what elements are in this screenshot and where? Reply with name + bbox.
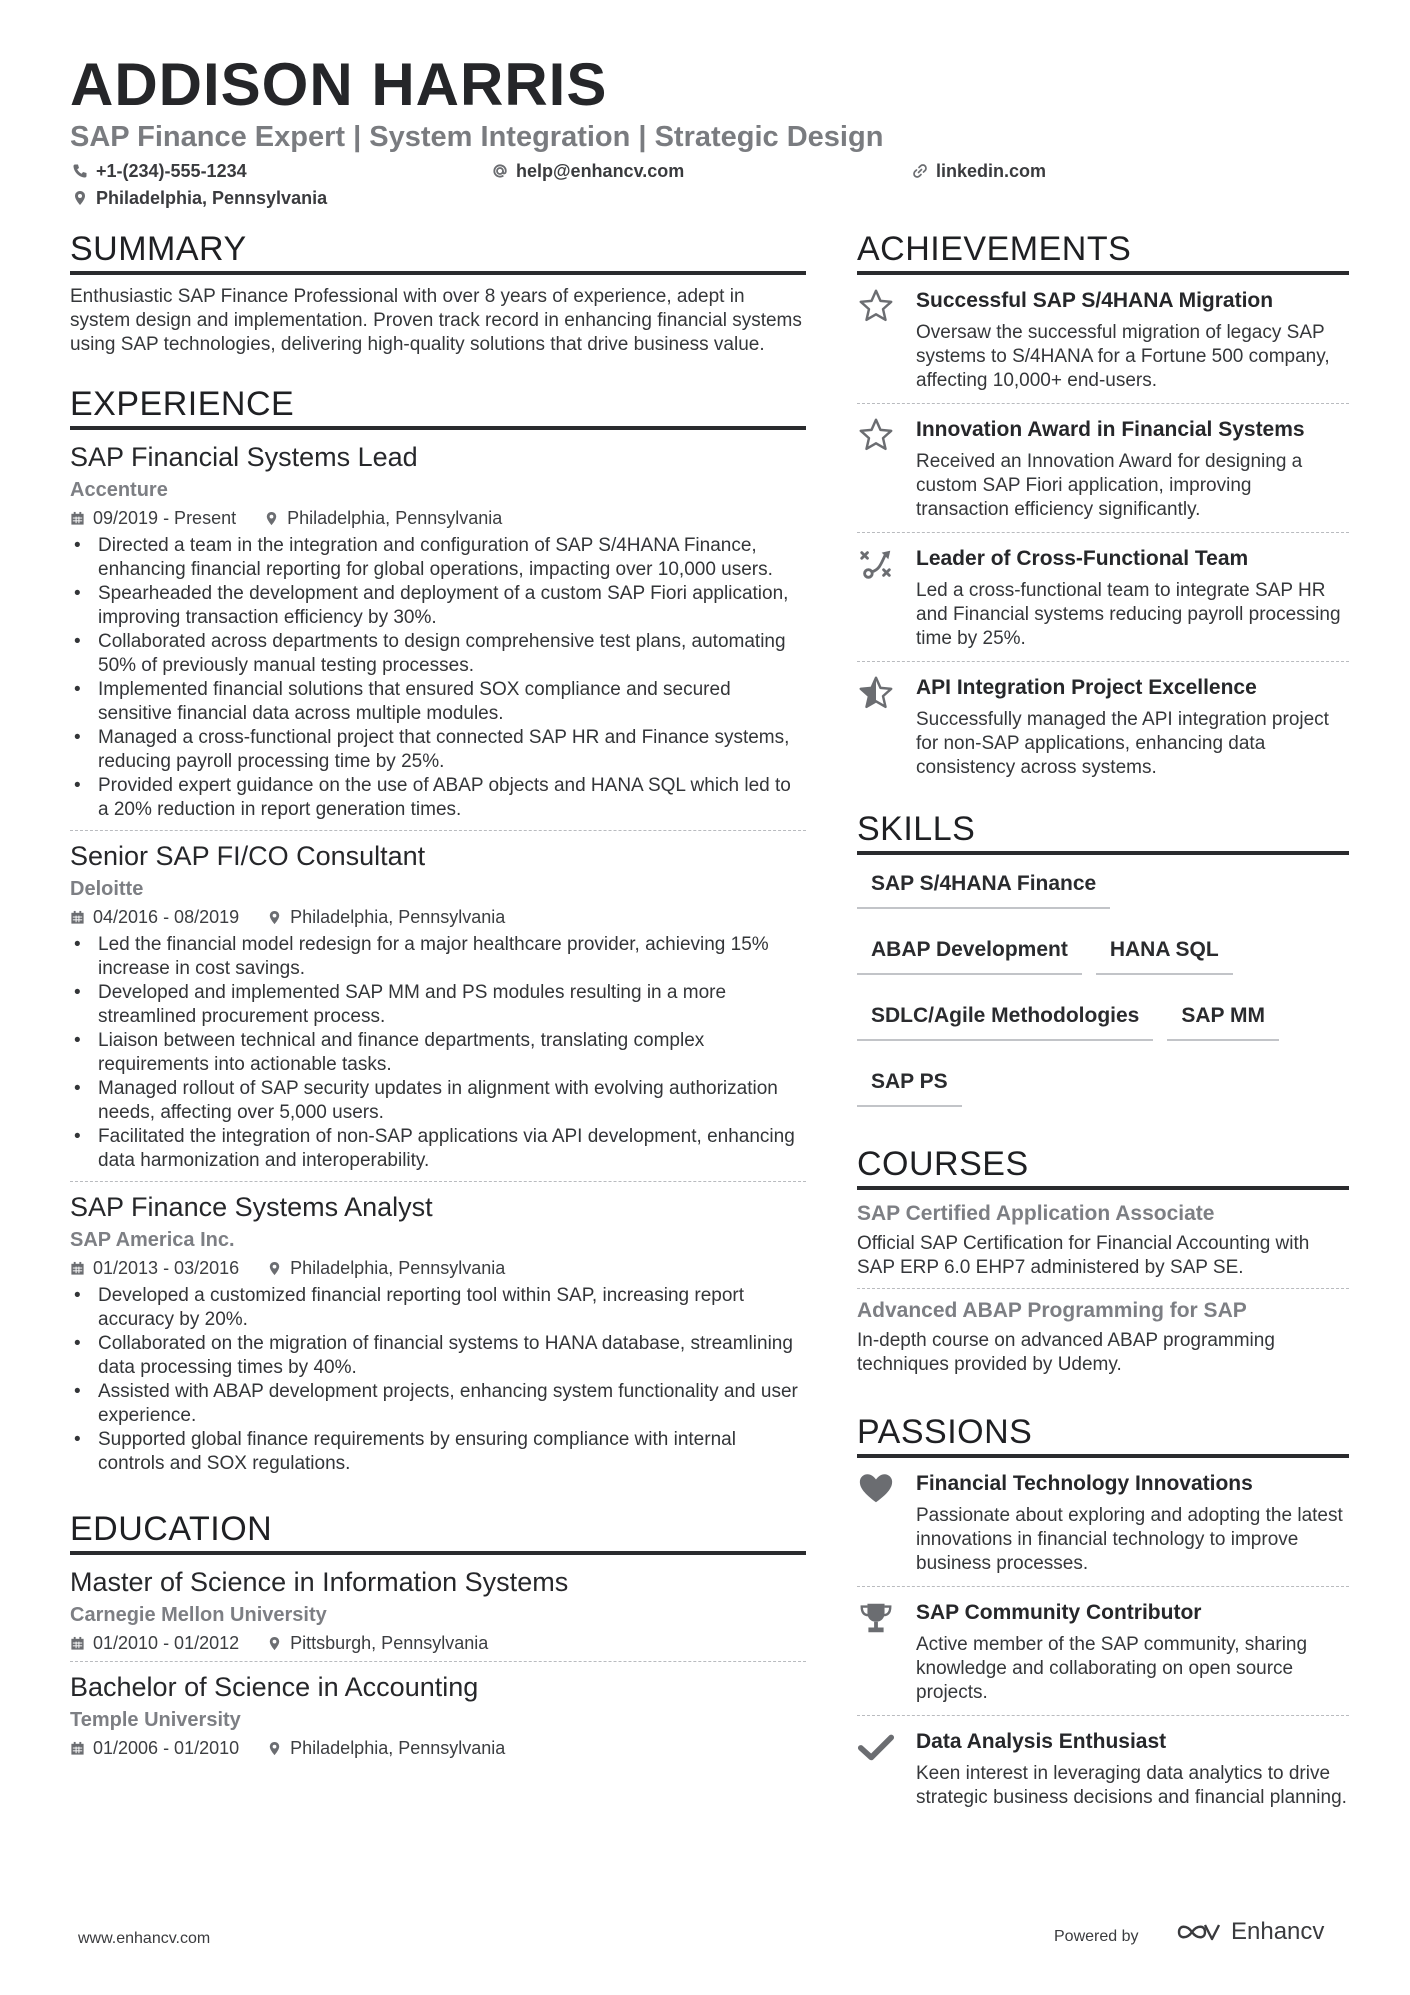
job-title: SAP Finance Systems Analyst: [70, 1192, 433, 1222]
location-pin-icon: [264, 511, 279, 526]
achievements-heading: ACHIEVEMENTS: [857, 232, 1349, 275]
location-pin-icon: [267, 1261, 282, 1276]
skill-tag: SDLC/Agile Methodologies: [857, 997, 1153, 1041]
email-text: help@enhancv.com: [516, 161, 685, 181]
passion-desc: Keen interest in leveraging data analytics to drive strategic business decisions and financial planning.: [916, 1763, 1347, 1808]
candidate-name: ADDISON HARRIS: [70, 51, 608, 118]
job-title: SAP Financial Systems Lead: [70, 442, 418, 472]
job-bullet: • Managed a cross-functional project that connected SAP HR and Finance systems, reducing payroll processing time by 25%.: [70, 726, 806, 774]
skills-heading: SKILLS: [857, 812, 1349, 855]
experience-heading: EXPERIENCE: [70, 387, 806, 430]
skill-tag: SAP S/4HANA Finance: [857, 865, 1110, 909]
calendar-icon: [70, 1261, 85, 1276]
footer-brand[interactable]: [1175, 1918, 1324, 1946]
skill-tag: SAP MM: [1167, 997, 1279, 1041]
achievement-item: [857, 533, 1349, 662]
education-dates: 01/2010 - 01/2012: [93, 1633, 240, 1653]
job-bullet: • Spearheaded the development and deployment of a custom SAP Fiori application, improving transaction efficiency by 30%.: [70, 582, 806, 630]
job-dates: 09/2019 - Present: [93, 508, 237, 528]
footer-brand-text: Enhancv: [1231, 1918, 1325, 1945]
school-name: Carnegie Mellon University: [70, 1604, 327, 1626]
contact-location: [72, 189, 327, 207]
job-bullet: • Collaborated on the migration of financial systems to HANA database, streamlining data processing times by 40%.: [70, 1332, 806, 1380]
passion-desc: Passionate about exploring and adopting the latest innovations in financial technology to improve business processes.: [916, 1505, 1343, 1574]
job-bullet: • Led the financial model redesign for a major healthcare provider, achieving 15% increase in cost savings.: [70, 933, 806, 981]
location-pin-icon: [267, 910, 282, 925]
passion-title: SAP Community Contributor: [916, 1601, 1202, 1624]
school-name: Temple University: [70, 1709, 241, 1731]
experience-item: [70, 440, 806, 831]
contact-email[interactable]: [492, 162, 684, 180]
passions-heading: PASSIONS: [857, 1415, 1349, 1458]
job-bullets: [70, 1284, 806, 1476]
star-outline-icon: [857, 416, 895, 454]
course-item: [857, 1200, 1349, 1289]
skills-list: [857, 865, 1349, 1129]
calendar-icon: [70, 511, 85, 526]
job-meta: [70, 506, 806, 530]
achievement-item: [857, 275, 1349, 404]
education-heading: EDUCATION: [70, 1512, 806, 1555]
course-title: SAP Certified Application Associate: [857, 1202, 1215, 1225]
achievement-desc: Led a cross-functional team to integrate SAP HR and Financial systems reducing payroll processing time by 25%.: [916, 580, 1341, 649]
job-location: Philadelphia, Pennsylvania: [290, 1258, 506, 1278]
candidate-subtitle: SAP Finance Expert | System Integration | Strategic Design: [70, 121, 884, 153]
link-icon: [912, 163, 928, 179]
phone-icon: [72, 163, 88, 179]
contact-phone: [72, 162, 247, 180]
enhancv-logo-icon: [1175, 1919, 1223, 1945]
education-location: Philadelphia, Pennsylvania: [290, 1738, 506, 1758]
job-meta: [70, 1256, 806, 1280]
education-item: [70, 1565, 806, 1662]
course-desc: In-depth course on advanced ABAP programming techniques provided by Udemy.: [857, 1330, 1275, 1375]
job-dates: 01/2013 - 03/2016: [93, 1258, 240, 1278]
job-bullets: [70, 933, 806, 1173]
job-location: Philadelphia, Pennsylvania: [287, 508, 503, 528]
degree-title: Master of Science in Information Systems: [70, 1567, 569, 1597]
location-pin-icon: [267, 1636, 282, 1651]
job-bullet: • Provided expert guidance on the use of ABAP objects and HANA SQL which led to a 20% reduction in report generation times.: [70, 774, 806, 822]
linkedin-text: linkedin.com: [936, 161, 1047, 181]
phone-text: +1-(234)-555-1234: [96, 161, 247, 181]
passion-item: [857, 1716, 1349, 1820]
location-pin-icon: [267, 1741, 282, 1756]
achievement-item: [857, 404, 1349, 533]
star-outline-icon: [857, 287, 895, 325]
checkmark-icon: [857, 1728, 895, 1766]
job-bullet: • Developed a customized financial reporting tool within SAP, increasing report accuracy by 20%.: [70, 1284, 806, 1332]
heart-icon: [857, 1470, 895, 1508]
achievement-title: Leader of Cross-Functional Team: [916, 547, 1249, 570]
passion-title: Financial Technology Innovations: [916, 1472, 1253, 1495]
job-title: Senior SAP FI/CO Consultant: [70, 841, 426, 871]
achievement-desc: Successfully managed the API integration project for non-SAP applications, enhancing data consistency across systems.: [916, 709, 1329, 778]
course-title: Advanced ABAP Programming for SAP: [857, 1299, 1247, 1322]
contact-linkedin[interactable]: [912, 162, 1046, 180]
passion-desc: Active member of the SAP community, sharing knowledge and collaborating on open source projects.: [916, 1634, 1308, 1703]
course-item: [857, 1297, 1349, 1385]
job-bullet: • Facilitated the integration of non-SAP applications via API development, enhancing data harmonization and interoperability.: [70, 1125, 806, 1173]
skill-tag: SAP PS: [857, 1063, 962, 1107]
experience-item: [70, 839, 806, 1182]
job-bullet: • Managed rollout of SAP security updates in alignment with evolving authorization needs, affecting over 5,000 users.: [70, 1077, 806, 1125]
job-bullet: • Supported global finance requirements by ensuring compliance with internal controls and SOX regulations.: [70, 1428, 806, 1476]
summary-text: Enthusiastic SAP Finance Professional with over 8 years of experience, adept in system design and implementation. Proven track record in enhancing financial systems using SAP technologies, delivering high-quality solutions that drive business value.: [70, 286, 802, 355]
job-meta: [70, 905, 806, 929]
achievement-title: API Integration Project Excellence: [916, 676, 1257, 699]
company-name: Accenture: [70, 479, 168, 501]
achievement-title: Successful SAP S/4HANA Migration: [916, 289, 1274, 312]
location-text: Philadelphia, Pennsylvania: [96, 188, 328, 208]
education-location: Pittsburgh, Pennsylvania: [290, 1633, 489, 1653]
trophy-icon: [857, 1599, 895, 1637]
left-column: [70, 232, 806, 1774]
star-half-icon: [857, 674, 895, 712]
location-pin-icon: [72, 190, 88, 206]
passion-item: [857, 1587, 1349, 1716]
job-bullet: • Implemented financial solutions that ensured SOX compliance and secured sensitive financial data across multiple modules.: [70, 678, 806, 726]
passion-title: Data Analysis Enthusiast: [916, 1730, 1167, 1753]
achievement-title: Innovation Award in Financial Systems: [916, 418, 1305, 441]
education-item: [70, 1670, 806, 1766]
education-dates: 01/2006 - 01/2010: [93, 1738, 240, 1758]
job-dates: 04/2016 - 08/2019: [93, 907, 240, 927]
calendar-icon: [70, 1636, 85, 1651]
footer-powered-by: Powered by: [1054, 1928, 1139, 1945]
achievement-desc: Received an Innovation Award for designing a custom SAP Fiori application, improving transaction efficiency significantly.: [916, 451, 1303, 520]
job-bullet: • Liaison between technical and finance departments, translating complex requirements into actionable tasks.: [70, 1029, 806, 1077]
calendar-icon: [70, 910, 85, 925]
summary-heading: SUMMARY: [70, 232, 806, 275]
right-column: [857, 232, 1349, 1820]
strategy-icon: [857, 545, 895, 583]
job-bullet: • Directed a team in the integration and configuration of SAP S/4HANA Finance, enhancing financial reporting for global operations, impacting over 10,000 users.: [70, 534, 806, 582]
skill-tag: ABAP Development: [857, 931, 1082, 975]
job-location: Philadelphia, Pennsylvania: [290, 907, 506, 927]
degree-title: Bachelor of Science in Accounting: [70, 1672, 479, 1702]
job-bullet: • Collaborated across departments to design comprehensive test plans, automating 50% of previously manual testing processes.: [70, 630, 806, 678]
achievement-item: [857, 662, 1349, 790]
at-icon: [492, 163, 508, 179]
achievement-desc: Oversaw the successful migration of legacy SAP systems to S/4HANA for a Fortune 500 company, affecting 10,000+ end-users.: [916, 322, 1330, 391]
calendar-icon: [70, 1741, 85, 1756]
passion-item: [857, 1458, 1349, 1587]
education-meta: [70, 1736, 806, 1760]
education-meta: [70, 1631, 806, 1655]
company-name: Deloitte: [70, 878, 144, 900]
job-bullet: • Assisted with ABAP development projects, enhancing system functionality and user experience.: [70, 1380, 806, 1428]
experience-item: [70, 1190, 806, 1484]
courses-heading: COURSES: [857, 1147, 1349, 1190]
job-bullet: • Developed and implemented SAP MM and PS modules resulting in a more streamlined procurement process.: [70, 981, 806, 1029]
company-name: SAP America Inc.: [70, 1229, 235, 1251]
job-bullets: [70, 534, 806, 822]
footer-website[interactable]: www.enhancv.com: [78, 1930, 211, 1947]
course-desc: Official SAP Certification for Financial Accounting with SAP ERP 6.0 EHP7 administered by SAP SE.: [857, 1233, 1310, 1278]
skill-tag: HANA SQL: [1096, 931, 1233, 975]
